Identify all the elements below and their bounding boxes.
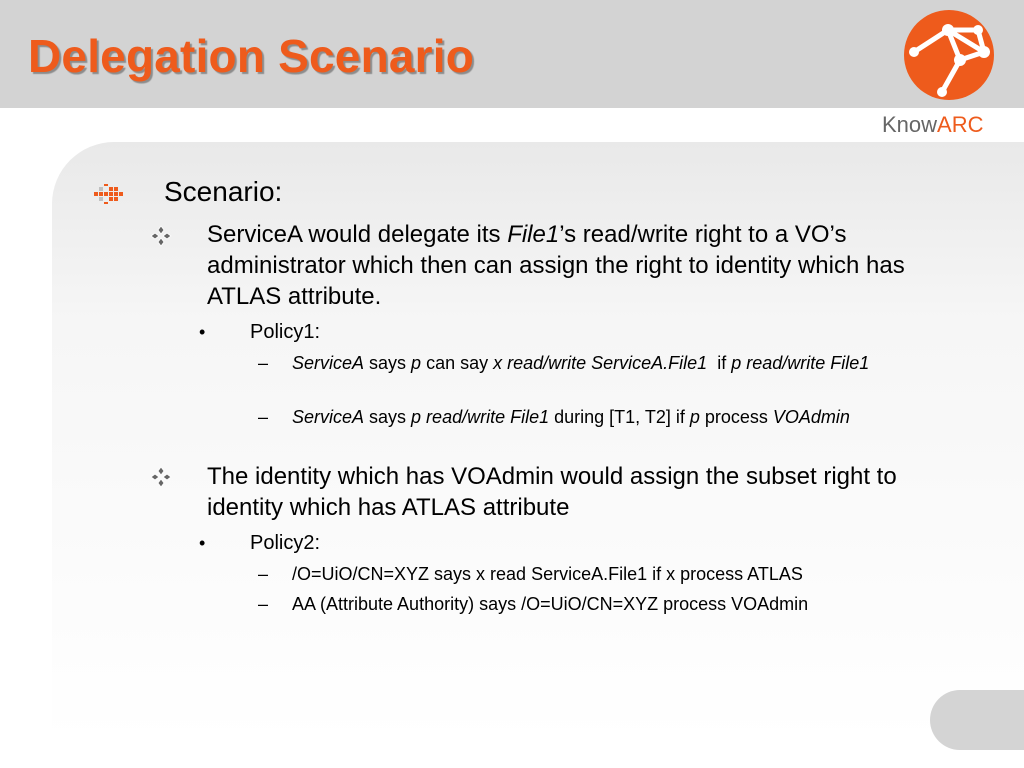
logo-arc-text: ARC: [937, 112, 984, 137]
knowarc-network-logo-icon: [902, 8, 996, 102]
knowarc-logo-text: [882, 112, 984, 138]
bullet-dot: •: [199, 322, 206, 342]
rule2-part-f: process: [699, 407, 773, 427]
rule1-part-c: p: [411, 353, 422, 373]
rule2-part-c: p read/write File1: [411, 407, 550, 427]
item1-text-part-a: ServiceA would delegate its: [207, 221, 508, 248]
rule2-part-b: says: [364, 407, 412, 427]
corner-tab: [930, 690, 1024, 750]
item2-text: The identity which has VOAdmin would assign the subset right to identity which has ATLAS attribute: [207, 463, 897, 521]
policy2-rule2: AA (Attribute Authority) says /O=UiO/CN=XYZ process VOAdmin: [292, 594, 809, 614]
dash-marker: –: [258, 594, 269, 614]
diamond-bullet-icon: [150, 225, 172, 247]
policy1-rule2: [292, 405, 912, 429]
rule2-part-g: VOAdmin: [772, 407, 850, 427]
rule1-part-f: if: [707, 353, 732, 373]
scenario-heading: Scenario:: [164, 176, 283, 207]
logo-know-text: Know: [882, 112, 938, 137]
policy2-label: Policy2:: [250, 532, 321, 554]
rule2-part-d: during [T1, T2] if: [549, 407, 690, 427]
dash-marker: –: [258, 407, 269, 427]
policy1-label: Policy1:: [250, 321, 321, 343]
dash-marker: –: [258, 564, 269, 584]
orange-arrow-bullet-icon: [94, 184, 124, 204]
diamond-bullet-icon: [150, 466, 172, 488]
rule1-part-b: says: [364, 353, 412, 373]
rule1-part-a: ServiceA: [292, 353, 365, 373]
rule1-part-d: can say: [421, 353, 494, 373]
item1-text-part-c: ’s read/write right to a VO’s administrator which then can assign the right to identity which has ATLAS attribute.: [207, 221, 905, 310]
bullet-dot: •: [199, 533, 206, 553]
item1-text: [207, 219, 937, 312]
slide-title: Delegation Scenario: [28, 30, 475, 82]
rule1-part-e: x read/write ServiceA.File1: [493, 353, 708, 373]
policy2-rule1: /O=UiO/CN=XYZ says x read ServiceA.File1 if x process ATLAS: [292, 564, 803, 584]
rule2-part-e: p: [689, 407, 700, 427]
dash-marker: –: [258, 353, 269, 373]
rule1-part-g: p read/write File1: [731, 353, 870, 373]
policy1-rule1: [292, 351, 912, 375]
item1-text-part-b: File1: [507, 221, 560, 248]
rule2-part-a: ServiceA: [292, 407, 365, 427]
